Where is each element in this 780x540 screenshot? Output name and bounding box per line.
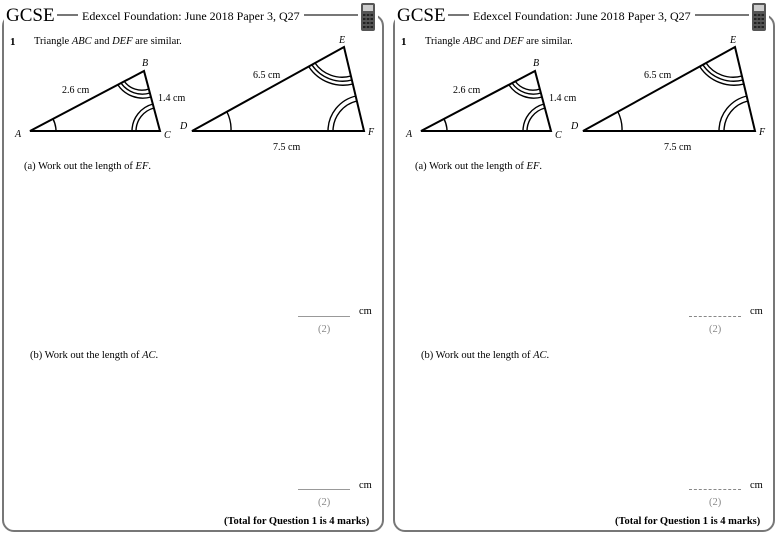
paper-title: Edexcel Foundation: June 2018 Paper 3, Q27 [78, 8, 304, 24]
question-text: Triangle ABC and DEF are similar. [425, 36, 573, 47]
part-a-marks: (2) [318, 324, 331, 335]
question-number: 1 [401, 36, 407, 48]
paper-title: Edexcel Foundation: June 2018 Paper 3, Q27 [469, 8, 695, 24]
triangle-def [192, 47, 364, 131]
part-a-answer-line[interactable] [298, 316, 350, 317]
df-length-label: 7.5 cm [664, 142, 692, 153]
part-b-marks: (2) [318, 497, 331, 508]
calculator-icon [358, 2, 378, 32]
part-a-answer-line[interactable] [689, 316, 741, 317]
gcse-brand: GCSE [397, 5, 446, 26]
vertex-c-label: C [164, 130, 171, 141]
vertex-b-label: B [533, 58, 540, 69]
df-length-label: 7.5 cm [273, 142, 301, 153]
part-b-unit: cm [750, 480, 763, 491]
vertex-b-label: B [142, 58, 149, 69]
part-b-answer-line[interactable] [689, 489, 741, 490]
total-marks: (Total for Question 1 is 4 marks) [224, 516, 370, 527]
part-b-prompt: (b) Work out the length of AC. [30, 350, 159, 361]
ab-length-label: 2.6 cm [62, 85, 90, 96]
triangle-abc [421, 71, 551, 131]
ab-length-label: 2.6 cm [453, 85, 481, 96]
vertex-e-label: E [339, 35, 346, 46]
vertex-d-label: D [180, 121, 188, 132]
part-a-prompt: (a) Work out the length of EF. [415, 161, 542, 172]
bc-length-label: 1.4 cm [549, 93, 577, 104]
vertex-d-label: D [571, 121, 579, 132]
vertex-c-label: C [555, 130, 562, 141]
part-b-prompt: (b) Work out the length of AC. [421, 350, 550, 361]
calculator-icon [749, 2, 769, 32]
vertex-e-label: E [730, 35, 737, 46]
question-number: 1 [10, 36, 16, 48]
part-a-unit: cm [750, 306, 763, 317]
triangle-def [583, 47, 755, 131]
similar-triangles-diagram [0, 30, 390, 155]
part-b-answer-line[interactable] [298, 489, 350, 490]
part-a-prompt: (a) Work out the length of EF. [24, 161, 151, 172]
vertex-f-label: F [759, 127, 766, 138]
de-length-label: 6.5 cm [253, 70, 281, 81]
triangle-abc [30, 71, 160, 131]
part-a-unit: cm [359, 306, 372, 317]
bc-length-label: 1.4 cm [158, 93, 186, 104]
worksheet-panel-right [391, 0, 780, 540]
similar-triangles-diagram [391, 30, 780, 155]
question-text: Triangle ABC and DEF are similar. [34, 36, 182, 47]
gcse-brand: GCSE [6, 5, 55, 26]
part-b-marks: (2) [709, 497, 722, 508]
total-marks: (Total for Question 1 is 4 marks) [615, 516, 761, 527]
de-length-label: 6.5 cm [644, 70, 672, 81]
vertex-f-label: F [368, 127, 375, 138]
vertex-a-label: A [406, 129, 413, 140]
vertex-a-label: A [15, 129, 22, 140]
part-a-marks: (2) [709, 324, 722, 335]
part-b-unit: cm [359, 480, 372, 491]
